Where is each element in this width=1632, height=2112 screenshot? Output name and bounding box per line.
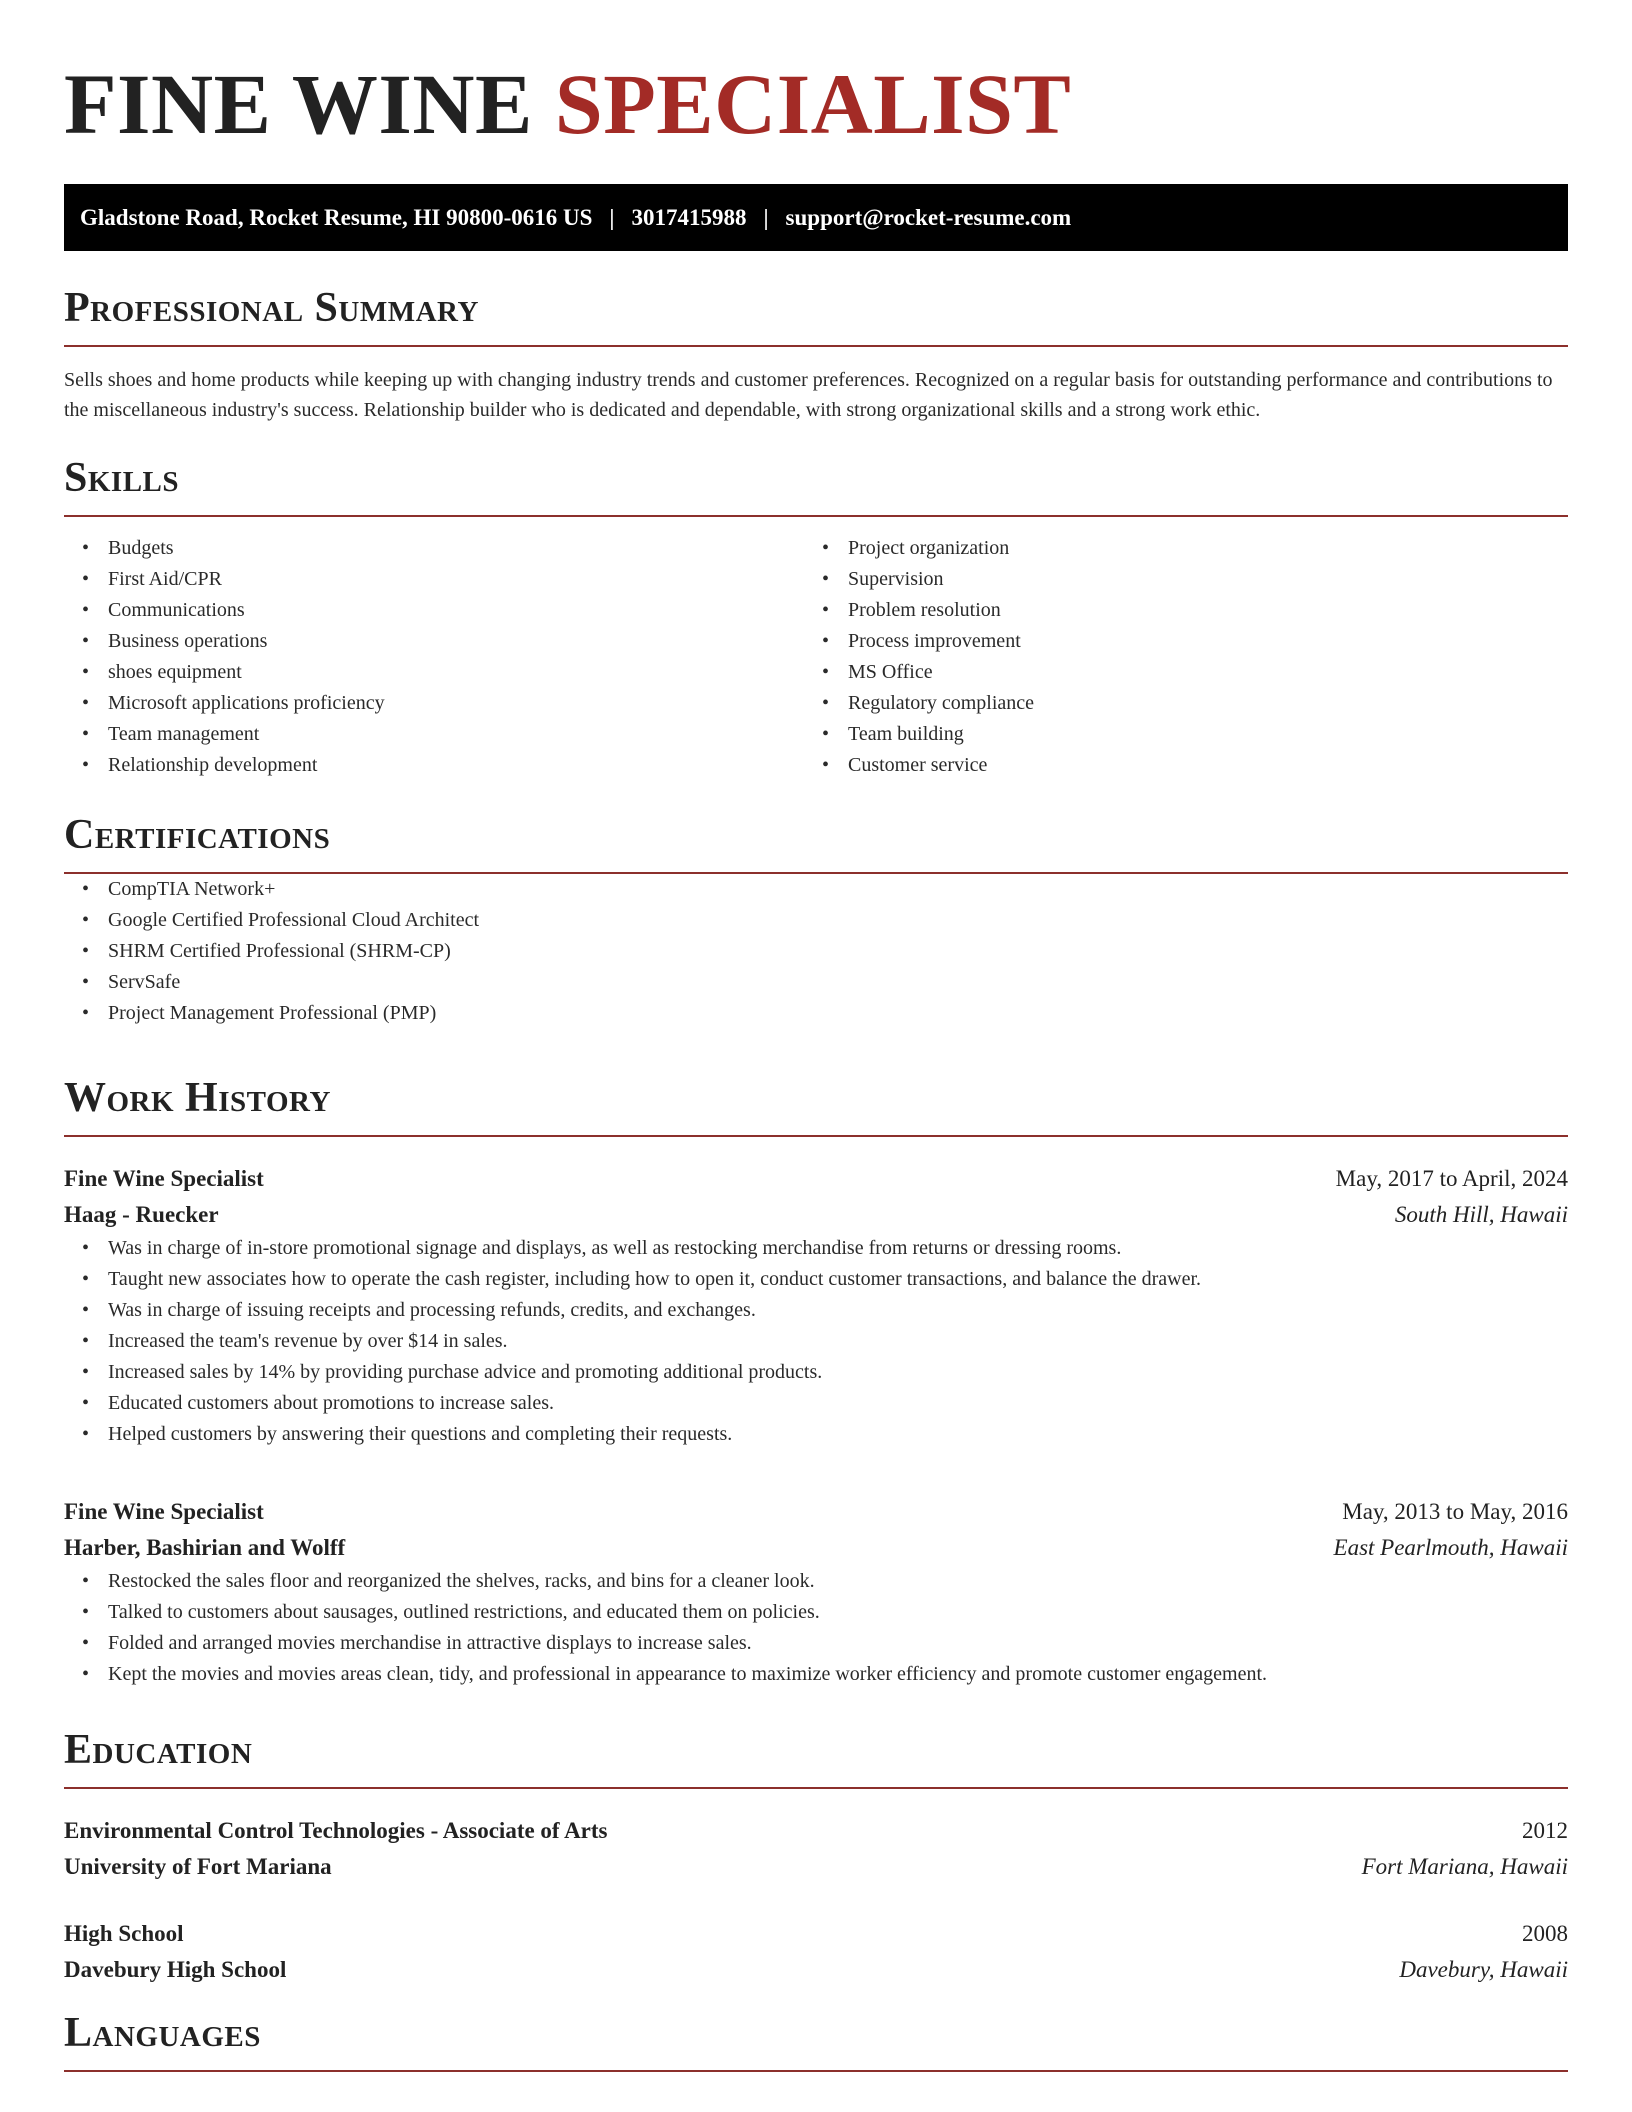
education-school: University of Fort Mariana — [64, 1854, 332, 1879]
languages-section — [64, 2010, 1568, 2072]
job-entry — [64, 1494, 1568, 1690]
skill-item: • Team building — [822, 723, 964, 745]
education-year: 2008 — [1522, 1921, 1568, 1946]
job-entry — [64, 1161, 1568, 1450]
contact-bar — [64, 184, 1568, 251]
section-title-summary: Professional Summary — [64, 285, 479, 331]
certifications-list — [64, 874, 1568, 1029]
job-duty-item: • Talked to customers about sausages, outlined restrictions, and educated them on policies. — [82, 1601, 820, 1623]
job-duty-item: • Helped customers by answering their questions and completing their requests. — [82, 1423, 733, 1445]
section-divider — [64, 515, 1568, 517]
skill-item: • Supervision — [822, 568, 944, 590]
section-divider — [64, 1135, 1568, 1137]
education-degree: High School — [64, 1921, 184, 1946]
job-role: Fine Wine Specialist — [64, 1166, 264, 1191]
job-duty-item: • Increased sales by 14% by providing purchase advice and promoting additional products. — [82, 1361, 823, 1383]
section-title-certifications: Certifications — [64, 812, 331, 858]
page-title — [64, 0, 1568, 152]
skills-section — [64, 455, 1568, 781]
job-dates: May, 2013 to May, 2016 — [1342, 1499, 1568, 1524]
education-degree: Environmental Control Technologies - Associate of Arts — [64, 1818, 608, 1843]
job-duty-item: • Taught new associates how to operate the cash register, including how to open it, conduct customer transactions, and balance the drawer. — [82, 1268, 1202, 1290]
job-company: Harber, Bashirian and Wolff — [64, 1535, 346, 1560]
skill-item: • Team management — [82, 723, 260, 745]
skill-item: • Regulatory compliance — [822, 692, 1035, 714]
summary-section — [64, 285, 1568, 425]
certification-item: • ServSafe — [82, 971, 181, 993]
job-duty-item: • Was in charge of in-store promotional signage and displays, as well as restocking merchandise from returns or dressing rooms. — [82, 1237, 1122, 1259]
contact-email[interactable]: support@rocket-resume.com — [785, 204, 1072, 230]
certification-item: • CompTIA Network+ — [82, 878, 276, 900]
skill-item: • Communications — [82, 599, 245, 621]
job-company: Haag - Ruecker — [64, 1202, 219, 1227]
education-section — [64, 1727, 1568, 1789]
job-duty-item: • Educated customers about promotions to increase sales. — [82, 1392, 554, 1414]
education-location: Davebury, Hawaii — [1399, 1957, 1568, 1982]
section-divider — [64, 2070, 1568, 2072]
job-role: Fine Wine Specialist — [64, 1499, 264, 1524]
section-divider — [64, 1787, 1568, 1789]
section-divider — [64, 345, 1568, 347]
skill-item: • Project organization — [822, 537, 1010, 559]
job-duty-item: • Kept the movies and movies areas clean, tidy, and professional in appearance to maximize worker efficiency and promote customer engagement. — [82, 1663, 1268, 1685]
job-duties-list — [64, 1233, 1568, 1450]
section-title-work-history: Work History — [64, 1075, 331, 1121]
education-entry — [64, 1813, 1568, 1885]
job-dates: May, 2017 to April, 2024 — [1335, 1166, 1568, 1191]
job-duty-item: • Was in charge of issuing receipts and processing refunds, credits, and exchanges. — [82, 1299, 756, 1321]
skill-item: • Process improvement — [822, 630, 1021, 652]
certifications-section — [64, 812, 1568, 1029]
skills-grid — [64, 533, 1568, 781]
contact-separator: | — [609, 204, 615, 230]
skill-item: • Microsoft applications proficiency — [82, 692, 385, 714]
contact-separator: | — [763, 204, 769, 230]
section-title-skills: Skills — [64, 455, 180, 501]
job-location: East Pearlmouth, Hawaii — [1333, 1535, 1568, 1560]
certification-item: • Project Management Professional (PMP) — [82, 1002, 437, 1024]
skill-item: • Relationship development — [82, 754, 318, 776]
skill-item: • First Aid/CPR — [82, 568, 222, 590]
skill-item: • Customer service — [822, 754, 988, 776]
skill-item: • shoes equipment — [82, 661, 242, 683]
education-year: 2012 — [1522, 1818, 1568, 1843]
skill-item: • Business operations — [82, 630, 268, 652]
skill-item: • Budgets — [82, 537, 174, 559]
title-main: FINE WINE — [64, 56, 533, 152]
education-school: Davebury High School — [64, 1957, 287, 1982]
job-duty-item: • Folded and arranged movies merchandise in attractive displays to increase sales. — [82, 1632, 752, 1654]
certification-item: • SHRM Certified Professional (SHRM-CP) — [82, 940, 451, 962]
work-history-section — [64, 1075, 1568, 1137]
summary-text: Sells shoes and home products while keeping up with changing industry trends and customer preferences. Recognized on a regular basis for outstanding performance and contributions to the miscellaneous industry's success. Relationship builder who is dedicated and dependable, with strong organizational skills and a strong work ethic. — [64, 369, 1553, 421]
skill-item: • MS Office — [822, 661, 933, 683]
skills-column-left — [64, 533, 804, 781]
certification-item: • Google Certified Professional Cloud Architect — [82, 909, 480, 931]
skill-item: • Problem resolution — [822, 599, 1001, 621]
job-duty-item: • Restocked the sales floor and reorganized the shelves, racks, and bins for a cleaner look. — [82, 1570, 815, 1592]
job-location: South Hill, Hawaii — [1394, 1202, 1568, 1227]
section-title-education: Education — [64, 1727, 253, 1773]
education-entry — [64, 1916, 1568, 1988]
skills-column-right — [804, 533, 1544, 781]
title-accent: SPECIALIST — [554, 56, 1072, 152]
education-location: Fort Mariana, Hawaii — [1361, 1854, 1568, 1879]
section-title-languages: Languages — [64, 2010, 261, 2056]
job-duty-item: • Increased the team's revenue by over $14 in sales. — [82, 1330, 508, 1352]
contact-phone[interactable]: 3017415988 — [631, 204, 747, 230]
contact-address: Gladstone Road, Rocket Resume, HI 90800-0616 US — [80, 204, 593, 230]
job-duties-list — [64, 1566, 1568, 1690]
